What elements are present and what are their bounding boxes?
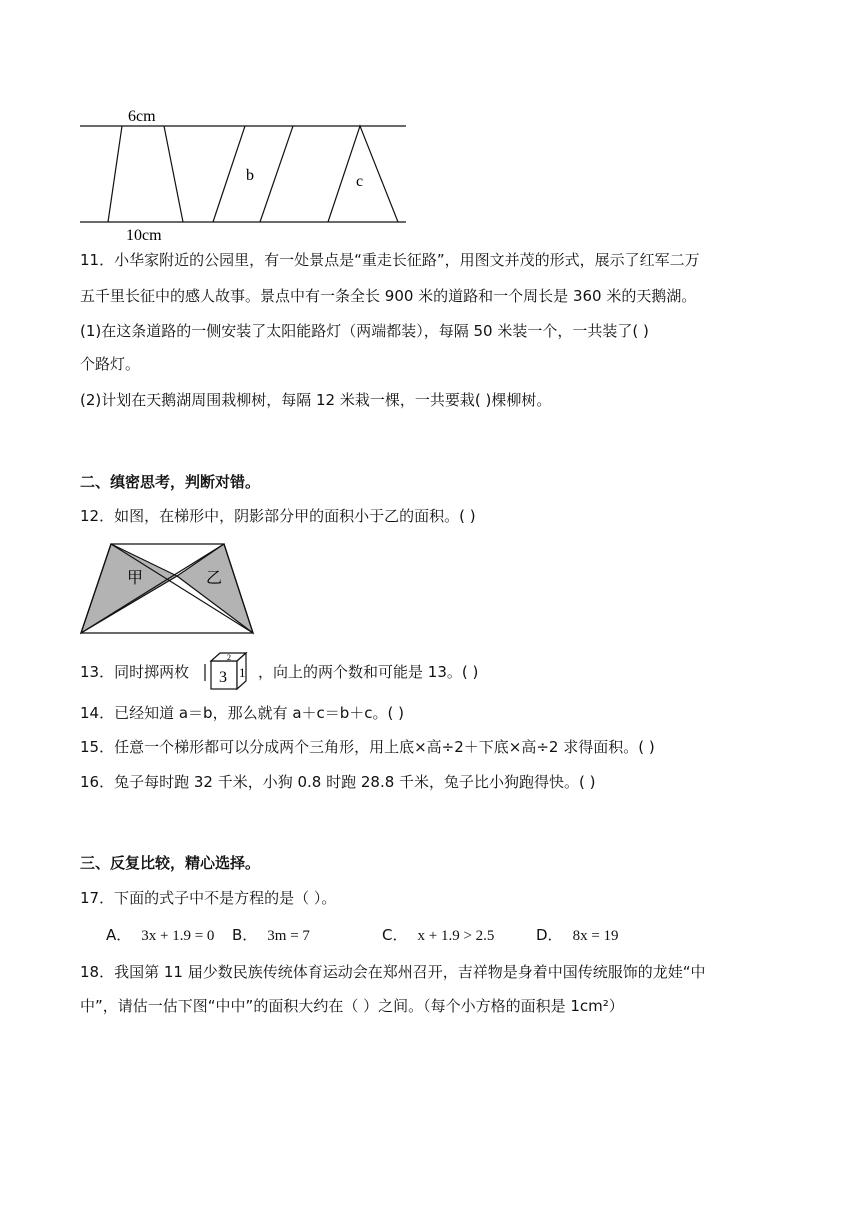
q18-line2: 中”，请估一估下图“中中”的面积大约在（ ）之间。（每个小方格的面积是 1cm²） [80, 997, 624, 1015]
option-a[interactable] [106, 924, 214, 945]
q11-part1-line2: 个路灯。 [80, 355, 141, 373]
option-c-expr: x + 1.9 > 2.5 [417, 928, 495, 944]
option-b-letter: B． [232, 926, 258, 944]
q11-line1: 11．小华家附近的公园里，有一处景点是“重走长征路”，用图文并茂的形式，展示了红军二万 [80, 251, 700, 269]
option-c-letter: C． [382, 926, 408, 944]
label-jia: 甲 [127, 570, 144, 587]
parallel-lines-figure [70, 100, 420, 245]
parallelogram-left-side [213, 126, 245, 222]
section2-heading: 二、缜密思考，判断对错。 [80, 473, 261, 491]
dice-front-number: 3 [219, 669, 227, 686]
q13-text-b: ，向上的两个数和可能是 13。( ) [258, 663, 479, 681]
q15-text: 15．任意一个梯形都可以分成两个三角形，用上底×高÷2＋下底×高÷2 求得面积。( ) [80, 738, 655, 756]
trapezoid-shape [108, 126, 122, 222]
q14-text: 14．已经知道 a＝b，那么就有 a＋c＝b＋c。( ) [80, 704, 405, 722]
option-a-expr: 3x + 1.9 = 0 [141, 928, 215, 944]
option-b-expr: 3m = 7 [267, 928, 310, 944]
label-6cm: 6cm [128, 108, 156, 125]
label-10cm: 10cm [126, 227, 162, 244]
q11-part2: (2)计划在天鹅湖周围栽柳树，每隔 12 米栽一棵，一共要栽( )棵柳树。 [80, 391, 552, 409]
dice-icon [203, 651, 259, 691]
q12-text: 12．如图，在梯形中，阴影部分甲的面积小于乙的面积。( ) [80, 507, 476, 525]
q18-line1: 18．我国第 11 届少数民族传统体育运动会在郑州召开，吉祥物是身着中国传统服饰的龙娃“中 [80, 963, 706, 981]
q13-text-a: 13．同时掷两枚 [80, 663, 190, 681]
q11-line2: 五千里长征中的感人故事。景点中有一条全长 900 米的道路和一个周长是 360 米的天鹅湖。 [80, 287, 697, 305]
option-c[interactable] [382, 924, 494, 945]
option-a-letter: A． [106, 926, 132, 944]
q16-text: 16．兔子每时跑 32 千米，小狗 0.8 时跑 28.8 千米，兔子比小狗跑得快。( ) [80, 773, 596, 791]
q11-part1-line1: (1)在这条道路的一侧安装了太阳能路灯（两端都装），每隔 50 米装一个，一共装了( ) [80, 322, 649, 340]
dice-side-number: 1 [239, 665, 246, 680]
option-b[interactable] [232, 924, 310, 945]
option-d-expr: 8x = 19 [572, 928, 619, 944]
parallelogram-right-side [260, 126, 293, 222]
shaded-region-yi [177, 544, 253, 633]
label-c: c [356, 173, 364, 190]
label-yi: 乙 [206, 570, 223, 587]
trapezoid-shaded-figure [78, 540, 260, 638]
trapezoid-right-side [164, 126, 183, 222]
option-d[interactable] [536, 924, 619, 945]
option-d-letter: D． [536, 926, 563, 944]
q17-text: 17．下面的式子中不是方程的是（ ）。 [80, 889, 337, 907]
section3-heading: 三、反复比较，精心选择。 [80, 854, 261, 872]
dice-top-number: 2 [227, 653, 231, 662]
label-b: b [246, 167, 254, 184]
